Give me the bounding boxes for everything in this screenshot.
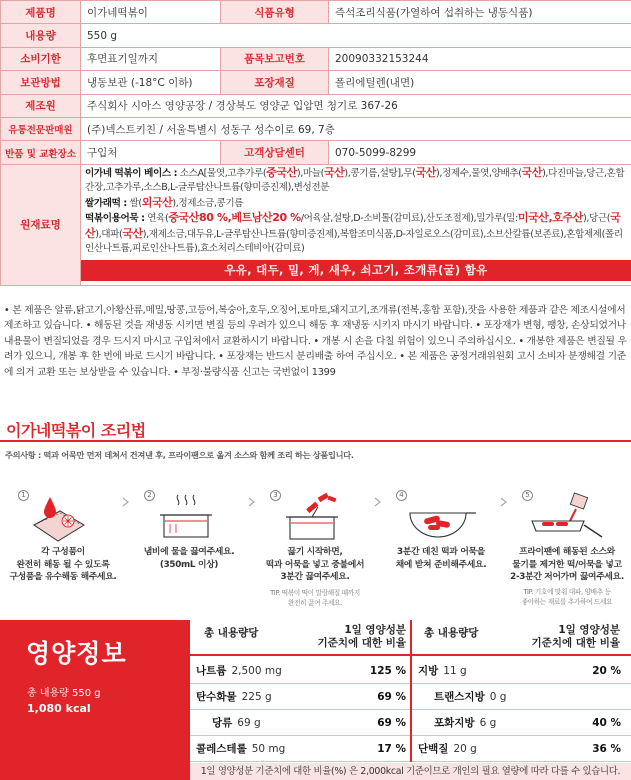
step-1 xyxy=(0,486,126,611)
nutrient-name-amount: 콜레스테롤 50 mg xyxy=(196,742,286,755)
nutrient-row xyxy=(190,684,410,710)
nutrient-name-amount: 트랜스지방 0 g xyxy=(434,690,507,703)
frying-pan-icon xyxy=(524,491,604,543)
nutrient-percent: 69 % xyxy=(377,716,406,729)
step-number: 1 xyxy=(18,490,29,501)
step-number: 4 xyxy=(396,490,407,501)
nutrient-percent: 69 % xyxy=(377,690,406,703)
food-type: 즉석조리식품(가열하여 섭취하는 냉동식품) xyxy=(329,1,631,24)
report-no: 20090332153244 xyxy=(329,47,631,70)
nutrition-table xyxy=(190,620,631,780)
step-caption: 3분간 데친 떡과 어묵을 채에 받쳐 준비해주세요. xyxy=(395,547,487,570)
step-5 xyxy=(504,486,630,611)
storage: 냉동보관 (-18°C 이하) xyxy=(81,71,221,94)
nutrient-name-amount: 나트륨 2,500 mg xyxy=(196,664,282,677)
nutrient-row xyxy=(412,684,631,710)
add-to-pot-icon xyxy=(272,491,352,543)
nutrition-kcal: 1,080 kcal xyxy=(27,702,91,715)
nutrient-row xyxy=(412,658,631,684)
return-label: 반품 및 교환장소 xyxy=(1,141,81,164)
step-number: 5 xyxy=(522,490,533,501)
step-caption: 각 구성품이 완전히 해동 될 수 있도록 구성품을 유수해동 해주세요. xyxy=(9,547,117,582)
step-caption: 끓기 시작하면, 떡과 어묵을 넣고 중불에서 3분간 끓여주세요. xyxy=(265,547,365,582)
product-name: 이가네떡볶이 xyxy=(81,1,221,24)
header-ratio-right: 1일 영양성분 기준치에 대한 비율 xyxy=(531,624,620,649)
nutrient-row xyxy=(190,736,410,762)
nutrient-percent: 125 % xyxy=(369,664,406,677)
nutrient-percent: 17 % xyxy=(377,742,406,755)
raw-rice-cake: 쌀가래떡 : 쌀(외국산),정제소금,콩기름 xyxy=(85,195,244,209)
header-ratio-left: 1일 영양성분 기준치에 대한 비율 xyxy=(317,624,406,649)
nutrient-name-amount: 단백질 20 g xyxy=(418,742,477,755)
arrow-right-icon xyxy=(246,496,258,508)
maker-label: 제조원 xyxy=(1,94,81,117)
nutrient-percent xyxy=(561,684,621,709)
step-4 xyxy=(378,486,504,611)
nutrient-row xyxy=(190,658,410,684)
nutrition-summary xyxy=(0,620,190,780)
storage-label: 보관방법 xyxy=(1,71,81,94)
nutrient-name-amount: 탄수화물 225 g xyxy=(196,690,272,703)
header-total-right: 총 내용량당 xyxy=(424,627,479,639)
nutrition-title: 영양정보 xyxy=(26,639,127,668)
nutrient-percent: 40 % xyxy=(592,716,621,729)
nutrient-name-amount: 포화지방 6 g xyxy=(434,716,497,729)
expiry: 후면표기일까지 xyxy=(81,47,221,70)
nutrient-name-amount: 당류 69 g xyxy=(212,716,261,729)
thaw-package-icon xyxy=(20,491,100,543)
raw-sauce: 이가네 떡볶이 베이스 : 소스A[물엿,고추가루(중국산),마늘(국산),콩기름,설탕],무(국산),정제수,물엿,양배추(국산),다진마늘,당근,혼합간장,고추가루,소스B,L-글루탐산나트륨(향미증진제),변성전분 xyxy=(85,165,625,194)
return-place: 구입처 xyxy=(81,141,221,164)
strainer-icon xyxy=(398,491,478,543)
food-type-label: 식품유형 xyxy=(221,1,329,24)
step-number: 3 xyxy=(270,490,281,501)
step-tip: TIP. 기호에 맞춰 대파, 양배추 등 좋아하는 재료를 추가하여 드세요 xyxy=(521,588,613,606)
allergy-banner: 우유, 대두, 밀, 게, 새우, 쇠고기, 조개류(굴) 함유 xyxy=(81,260,631,281)
packaging: 폴리에틸렌(내면) xyxy=(329,71,631,94)
cooking-note: 주의사항 : 떡과 어묵만 먼저 데쳐서 건져낸 후, 프라이팬으로 옮겨 소스와 함께 조리 하는 상품입니다. xyxy=(5,450,354,460)
report-no-label: 품목보고번호 xyxy=(221,47,329,70)
step-number: 2 xyxy=(144,490,155,501)
cooking-divider xyxy=(0,440,631,442)
expiry-label: 소비기한 xyxy=(1,47,81,70)
cooking-title: 이가네떡볶이 조리법 xyxy=(6,421,146,440)
maker: 주식회사 시아스 영양공장 / 경상북도 영양군 입암면 청기로 367-26 xyxy=(81,94,631,117)
cs-phone: 070-5099-8299 xyxy=(329,141,631,164)
nutrition-center-divider xyxy=(410,620,412,762)
step-2 xyxy=(126,486,252,611)
raw-fish-cake: 떡볶이용어묵 : 연육(중국산80 %,베트남산20 %/어육살,설탕,D-소비톨(감미료),산도조절제),밀가루(밀:미국산,호주산),당근(국산),대파(국산),재제소금,대두유,L-글루탐산나트륨(향미증진제),복합조미식품,D-자일로오스(감미료),소브산칼륨(보존료),혼합제제(폴리인산나트륨,피로인산나트륨),효소처리스테비아(감미료) xyxy=(85,211,623,255)
arrow-right-icon xyxy=(120,496,132,508)
cooking-steps xyxy=(0,486,631,611)
step-tip: TIP. 떡볶이 떡이 말랑해질 때까지 완전히 끓여 주세요. xyxy=(270,589,360,607)
caution-notice: • 본 제품은 알류,닭고기,아황산류,메밀,땅콩,고등어,복숭아,호두,오징어,토마토,돼지고기,조개류(전복,홍합 포함),잣을 사용한 제품과 같은 제조시설에서 제조하고 있습니다. • 해동된 것을 재냉동 시키면 변질 등의 우려가 있으니 해동 후 재냉동 시키지 마시기 바랍니다. • 포장재가 변형, 팽창, 손상되었거나 내용물이 변질되었을 경우 드시지 마시고 구입처에서 교환하시기 바랍니다. • 개봉 시 손을 다칠 위험이 있으니 주의하십시오. • 개봉한 제품은 변질될 우려가 있으니, 개봉 후 한 번에 바로 드시기 바랍니다. • 포장재는 반드시 분리배출 하여 주십시오. • 본 제품은 공정거래위원회 고시 소비자 분쟁해결 기준에 의거 교환 또는 보상받을 수 있습니다. • 부정·불량식품 신고는 국번없이 1399 xyxy=(4,305,627,378)
step-3 xyxy=(252,486,378,611)
nutrient-percent: 36 % xyxy=(592,742,621,755)
distributor: (주)넥스트키친 / 서울특별시 성동구 성수이로 69, 7층 xyxy=(81,117,631,140)
step-caption: 프라이팬에 해동된 소스와 물기를 제거한 떡/어묵을 넣고 2-3분간 저어가며 끓여주세요. xyxy=(510,547,624,582)
arrow-right-icon xyxy=(372,496,384,508)
nutrient-row xyxy=(190,710,410,736)
raw-label: 원재료명 xyxy=(1,164,81,285)
raw-materials xyxy=(81,164,631,285)
boiling-pot-icon xyxy=(146,491,226,543)
nutrient-row xyxy=(412,736,631,762)
distributor-label: 유통전문판매원 xyxy=(1,117,81,140)
nutrition-footnote: 1일 영양성분 기준치에 대한 비율(%) 은 2,000kcal 기준이므로 개인의 필요 열량에 따라 다를 수 있습니다. xyxy=(190,763,631,780)
product-name-label: 제품명 xyxy=(1,1,81,24)
nutrition-total: 총 내용량 550 g xyxy=(27,688,101,699)
arrow-right-icon xyxy=(498,496,510,508)
header-total-left: 총 내용량당 xyxy=(204,627,259,639)
product-info-table xyxy=(0,0,631,286)
net-label: 내용량 xyxy=(1,24,81,47)
nutrient-row xyxy=(412,710,631,736)
nutrient-name-amount: 지방 11 g xyxy=(418,664,467,677)
cs-label: 고객상담센터 xyxy=(221,141,329,164)
packaging-label: 포장재질 xyxy=(221,71,329,94)
nutrient-percent: 20 % xyxy=(592,664,621,677)
net-weight: 550 g xyxy=(81,24,631,47)
step-caption: 냄비에 물을 끓여주세요. (350mL 이상) xyxy=(143,547,235,570)
